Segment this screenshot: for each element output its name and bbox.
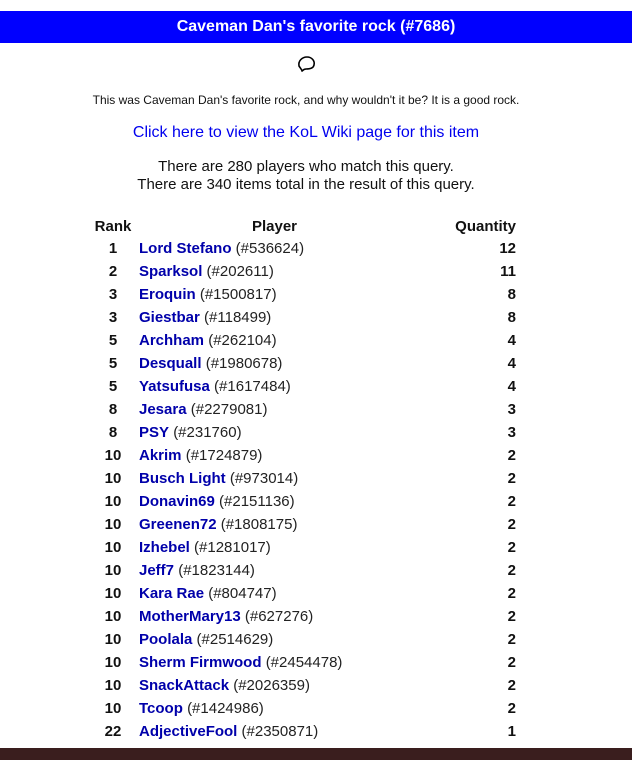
quantity-cell: 2 xyxy=(507,631,516,648)
player-name-link[interactable]: Lord Stefano xyxy=(139,240,232,257)
player-name-link[interactable]: Greenen72 xyxy=(139,516,217,533)
player-id: (#2514629) xyxy=(196,631,274,648)
quantity-cell: 2 xyxy=(507,516,516,533)
table-row xyxy=(93,352,521,375)
player-id: (#2151136) xyxy=(219,493,295,510)
quantity-cell: 2 xyxy=(507,493,516,510)
quantity-cell: 2 xyxy=(507,447,516,464)
table-row xyxy=(93,559,521,582)
footer-bar xyxy=(0,748,632,760)
quantity-cell: 11 xyxy=(500,263,516,280)
rank-cell: 10 xyxy=(104,516,122,533)
table-row xyxy=(93,467,521,490)
table-row xyxy=(93,283,521,306)
player-cell xyxy=(133,674,416,697)
rank-cell: 22 xyxy=(104,723,122,740)
player-name-link[interactable]: Poolala xyxy=(139,631,193,648)
player-cell xyxy=(133,283,416,306)
player-name-link[interactable]: Izhebel xyxy=(139,539,190,556)
rank-cell: 10 xyxy=(104,493,122,510)
player-name-link[interactable]: MotherMary13 xyxy=(139,608,241,625)
table-row xyxy=(93,398,521,421)
page-title-bar xyxy=(0,11,632,43)
table-row xyxy=(93,697,521,720)
results-table xyxy=(93,216,521,743)
table-row xyxy=(93,628,521,651)
rank-cell: 5 xyxy=(108,378,118,395)
rank-cell: 10 xyxy=(104,539,122,556)
quantity-cell: 4 xyxy=(507,378,516,395)
table-header-row xyxy=(93,216,521,237)
player-name-link[interactable]: Giestbar xyxy=(139,309,200,326)
player-name-link[interactable]: Akrim xyxy=(139,447,182,464)
player-cell xyxy=(133,352,416,375)
player-cell xyxy=(133,306,416,329)
quantity-cell: 2 xyxy=(507,677,516,694)
player-name-link[interactable]: Sparksol xyxy=(139,263,203,280)
rank-cell: 10 xyxy=(104,654,122,671)
quantity-cell: 2 xyxy=(507,470,516,487)
player-id: (#1823144) xyxy=(178,562,255,579)
player-name-link[interactable]: Donavin69 xyxy=(139,493,215,510)
wiki-link[interactable]: Click here to view the KoL Wiki page for this item xyxy=(132,124,480,141)
rock-icon xyxy=(295,53,317,75)
player-name-link[interactable]: AdjectiveFool xyxy=(139,723,238,740)
player-cell xyxy=(133,697,416,720)
player-id: (#262104) xyxy=(208,332,277,349)
rank-cell: 10 xyxy=(104,585,122,602)
table-row xyxy=(93,444,521,467)
player-id: (#627276) xyxy=(244,608,314,625)
player-header: Player xyxy=(251,218,298,235)
quantity-cell: 2 xyxy=(507,585,516,602)
quantity-cell: 8 xyxy=(507,309,516,326)
player-id: (#2279081) xyxy=(190,401,268,418)
quantity-cell: 2 xyxy=(507,539,516,556)
table-row xyxy=(93,375,521,398)
rank-cell: 10 xyxy=(104,700,122,717)
rank-cell: 10 xyxy=(104,562,122,579)
rank-cell: 8 xyxy=(108,424,118,441)
player-cell xyxy=(133,329,416,352)
player-id: (#1808175) xyxy=(220,516,298,533)
player-id: (#1500817) xyxy=(199,286,277,303)
player-cell xyxy=(133,582,416,605)
rank-cell: 5 xyxy=(108,332,118,349)
player-id: (#231760) xyxy=(173,424,242,441)
player-id: (#804747) xyxy=(208,585,277,602)
rank-cell: 2 xyxy=(108,263,118,280)
player-name-link[interactable]: Tcoop xyxy=(139,700,183,717)
player-cell xyxy=(133,375,416,398)
player-name-link[interactable]: Desquall xyxy=(139,355,202,372)
table-row xyxy=(93,605,521,628)
table-row xyxy=(93,260,521,283)
table-row xyxy=(93,490,521,513)
quantity-cell: 4 xyxy=(507,332,516,349)
rank-cell: 10 xyxy=(104,631,122,648)
player-id: (#1424986) xyxy=(187,700,264,717)
player-id: (#202611) xyxy=(206,263,274,280)
player-cell xyxy=(133,720,416,743)
table-row xyxy=(93,674,521,697)
player-id: (#1980678) xyxy=(205,355,283,372)
rank-cell: 3 xyxy=(108,309,118,326)
table-row xyxy=(93,329,521,352)
table-row xyxy=(93,306,521,329)
query-summary xyxy=(0,158,612,194)
quantity-cell: 3 xyxy=(507,424,516,441)
table-row xyxy=(93,720,521,743)
results-body xyxy=(93,237,521,743)
quantity-cell: 12 xyxy=(499,240,516,257)
quantity-cell: 4 xyxy=(507,355,516,372)
player-id: (#536624) xyxy=(235,240,305,257)
rank-cell: 8 xyxy=(108,401,118,418)
items-count-text: There are 340 items total in the result of this query. xyxy=(137,176,475,193)
player-cell xyxy=(133,490,416,513)
player-name-link[interactable]: Jesara xyxy=(139,401,187,418)
player-cell xyxy=(133,398,416,421)
player-name-link[interactable]: SnackAttack xyxy=(139,677,230,694)
player-id: (#973014) xyxy=(229,470,299,487)
players-count-text: There are 280 players who match this query. xyxy=(158,158,454,175)
player-cell xyxy=(133,467,416,490)
player-cell xyxy=(133,559,416,582)
table-row xyxy=(93,237,521,260)
rank-cell: 10 xyxy=(104,677,122,694)
quantity-cell: 3 xyxy=(507,401,516,418)
table-row xyxy=(93,582,521,605)
player-cell xyxy=(133,444,416,467)
rank-cell: 10 xyxy=(104,470,122,487)
quantity-cell: 1 xyxy=(507,723,516,740)
rank-cell: 10 xyxy=(104,447,122,464)
rank-cell: 10 xyxy=(104,608,122,625)
item-description: This was Caveman Dan's favorite rock, and why wouldn't it be? It is a good rock. xyxy=(92,93,520,107)
player-name-link[interactable]: Archham xyxy=(139,332,205,349)
table-row xyxy=(93,513,521,536)
table-row xyxy=(93,651,521,674)
quantity-header: Quantity xyxy=(455,218,516,235)
table-row xyxy=(93,421,521,444)
player-cell xyxy=(133,605,416,628)
player-id: (#1281017) xyxy=(194,539,271,556)
quantity-cell: 8 xyxy=(507,286,516,303)
quantity-cell: 2 xyxy=(507,608,516,625)
player-id: (#1617484) xyxy=(214,378,291,395)
player-name-link[interactable]: Busch Light xyxy=(139,470,226,487)
player-cell xyxy=(133,651,416,674)
player-id: (#118499) xyxy=(204,309,272,326)
page-title: Caveman Dan's favorite rock (#7686) xyxy=(176,18,456,35)
player-name-link[interactable]: Kara Rae xyxy=(139,585,205,602)
player-id: (#1724879) xyxy=(185,447,263,464)
player-cell xyxy=(133,237,416,260)
player-cell xyxy=(133,628,416,651)
quantity-cell: 2 xyxy=(507,654,516,671)
rank-header: Rank xyxy=(94,218,132,235)
player-cell xyxy=(133,260,416,283)
player-name-link[interactable]: PSY xyxy=(139,424,170,441)
quantity-cell: 2 xyxy=(507,562,516,579)
player-cell xyxy=(133,536,416,559)
rank-cell: 1 xyxy=(108,240,118,257)
player-name-link[interactable]: Jeff7 xyxy=(139,562,175,579)
player-cell xyxy=(133,513,416,536)
player-name-link[interactable]: Yatsufusa xyxy=(139,378,210,395)
quantity-cell: 2 xyxy=(507,700,516,717)
player-id: (#2350871) xyxy=(241,723,319,740)
rank-cell: 5 xyxy=(108,355,118,372)
player-name-link[interactable]: Eroquin xyxy=(139,286,196,303)
player-id: (#2454478) xyxy=(265,654,343,671)
rank-cell: 3 xyxy=(108,286,118,303)
player-id: (#2026359) xyxy=(233,677,310,694)
player-name-link[interactable]: Sherm Firmwood xyxy=(139,654,262,671)
player-cell xyxy=(133,421,416,444)
table-row xyxy=(93,536,521,559)
